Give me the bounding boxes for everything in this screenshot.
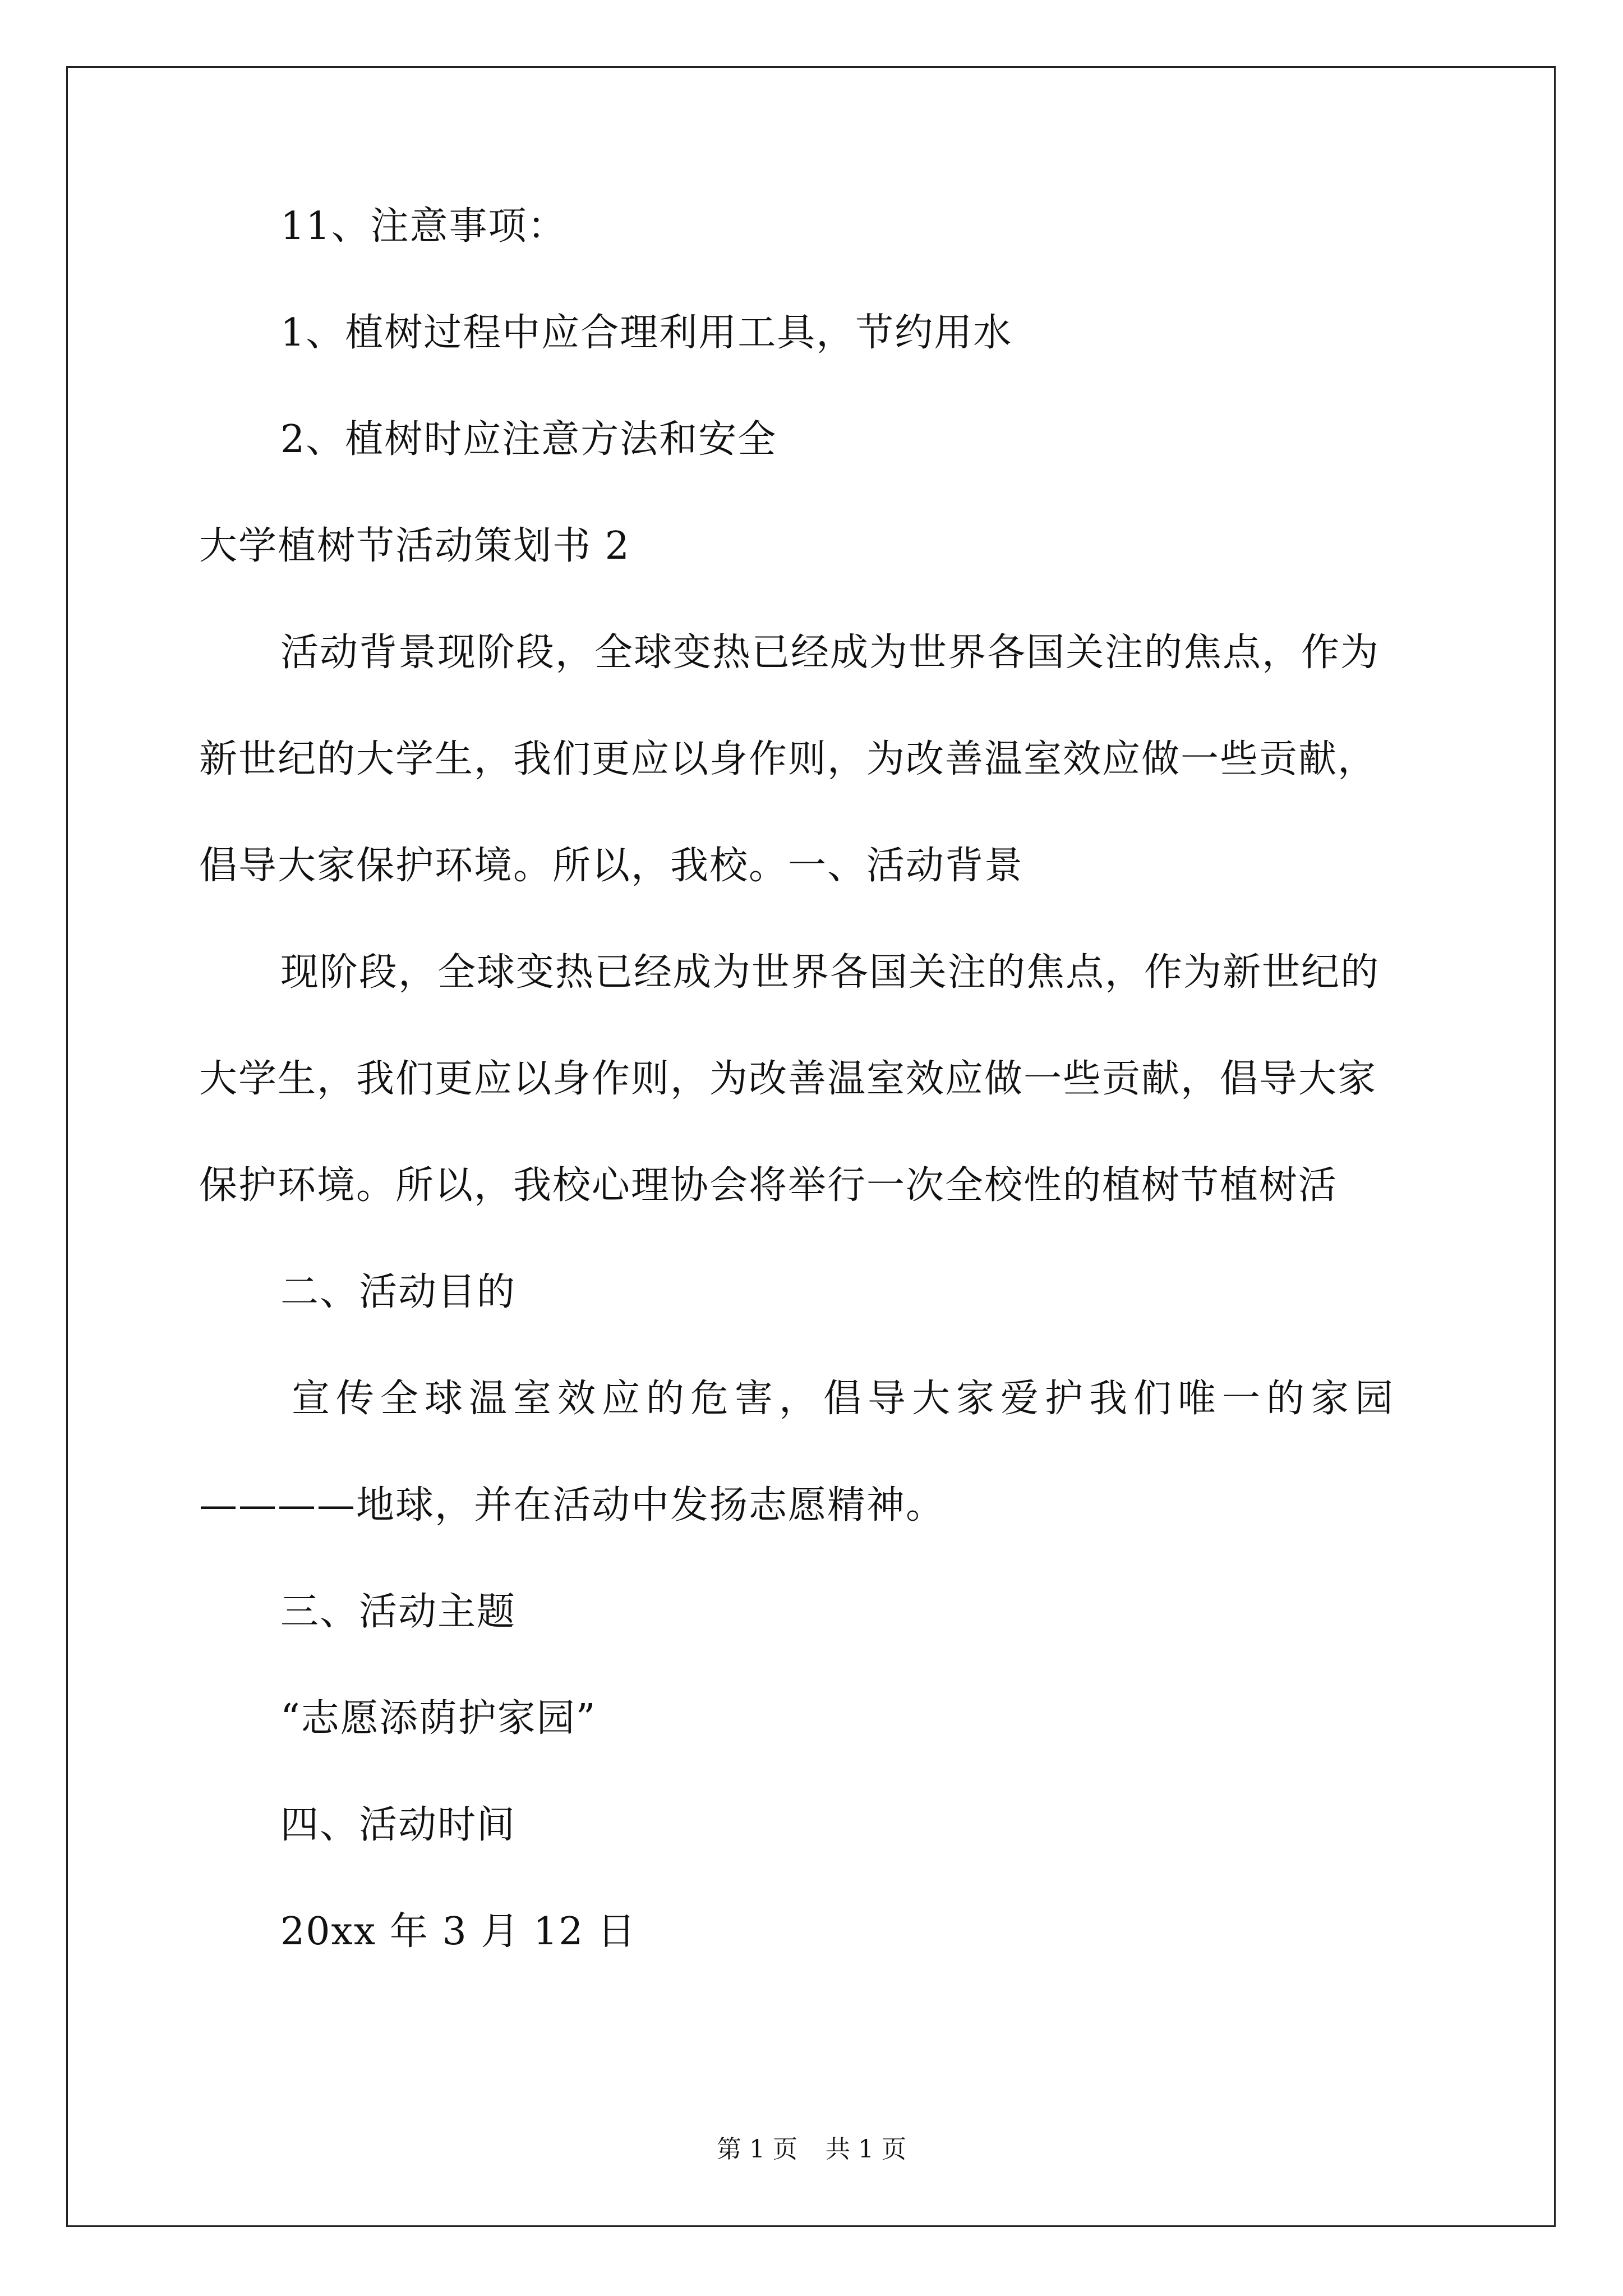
page-number: 第 1 页 [717,2135,797,2164]
notice-item-1: 1、植树过程中应合理利用工具，节约用水 [280,311,1013,355]
paragraph-line: 大学生，我们更应以身作则，为改善温室效应做一些贡献，倡导大家 [199,1057,1377,1101]
paragraph-line: 新世纪的大学生，我们更应以身作则，为改善温室效应做一些贡献， [199,737,1377,781]
section-title: 大学植树节活动策划书 2 [199,524,630,568]
paragraph-line: 宣传全球温室效应的危害，倡导大家爱护我们唯一的家园 [292,1377,1400,1421]
event-date: 20xx 年 3 月 12 日 [280,1910,637,1954]
paragraph-line: ————地球，并在活动中发扬志愿精神。 [199,1483,946,1527]
page-total: 共 1 页 [826,2135,906,2164]
paragraph-line: 倡导大家保护环境。所以，我校。一、活动背景 [199,844,1024,888]
heading-purpose: 二、活动目的 [280,1270,517,1314]
notice-item-2: 2、植树时应注意方法和安全 [280,417,777,462]
page-border [66,66,1556,2227]
paragraph-line: 现阶段，全球变热已经成为世界各国关注的焦点，作为新世纪的 [280,950,1380,995]
paragraph-line: 保护环境。所以，我校心理协会将举行一次全校性的植树节植树活 [199,1163,1338,1208]
page-footer [0,2129,1623,2165]
paragraph-line: 活动背景现阶段，全球变热已经成为世界各国关注的焦点，作为 [280,631,1380,675]
heading-theme: 三、活动主题 [280,1590,517,1634]
theme-text: “志愿添荫护家园” [280,1696,597,1741]
notice-heading: 11、注意事项： [280,204,567,249]
heading-time: 四、活动时间 [280,1803,517,1847]
